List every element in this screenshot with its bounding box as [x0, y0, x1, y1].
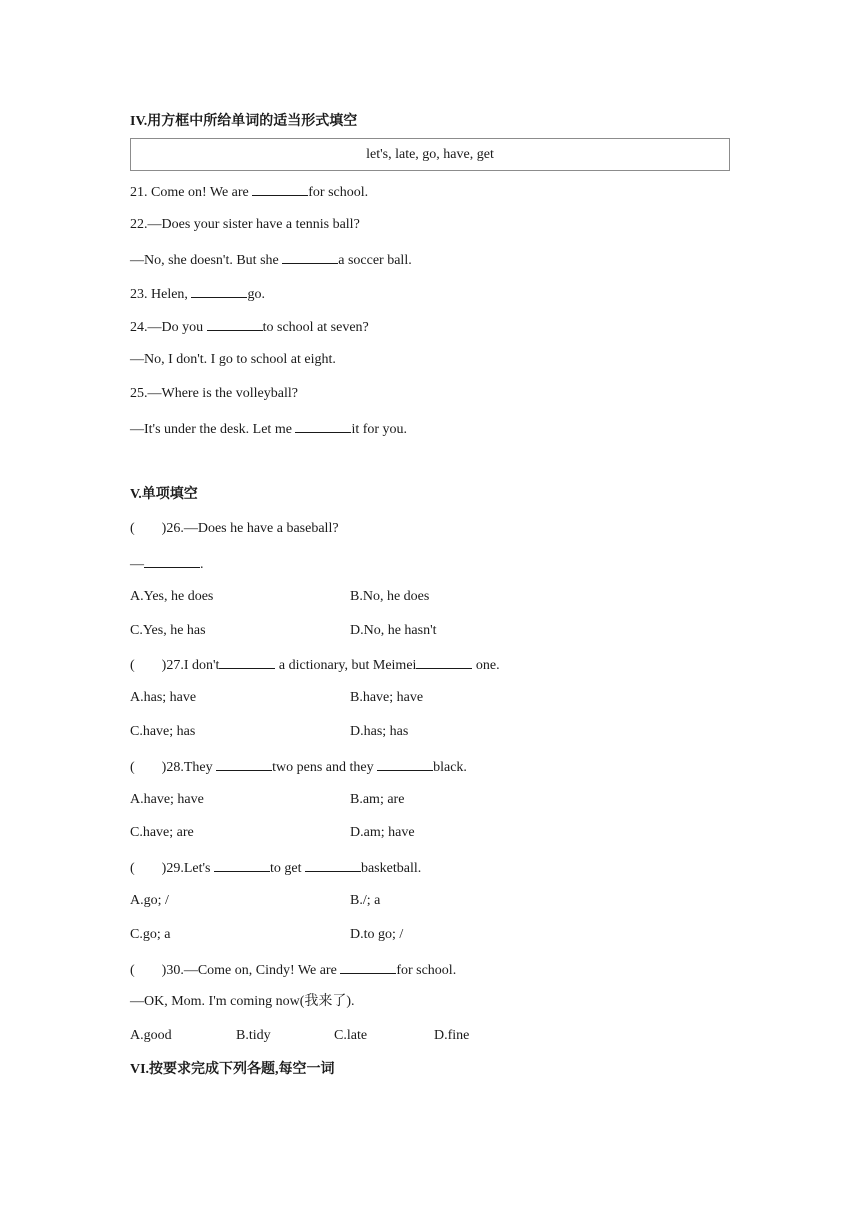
option-a[interactable]: A.good	[130, 1028, 172, 1043]
section-iv-heading: IV.用方框中所给单词的适当形式填空	[130, 114, 358, 129]
option-c[interactable]: C.Yes, he has	[130, 623, 206, 638]
answer-blank[interactable]	[416, 655, 472, 669]
answer-blank[interactable]	[252, 182, 308, 196]
section-vi-heading: VI.按要求完成下列各题,每空一词	[130, 1062, 335, 1077]
question-23: 23. Helen, go.	[130, 284, 265, 304]
option-b[interactable]: B.No, he does	[350, 589, 430, 604]
option-d[interactable]: D.am; have	[350, 825, 415, 840]
question-27: ( )27.I don't a dictionary, but Meimei one.	[130, 655, 500, 675]
option-a[interactable]: A.have; have	[130, 792, 204, 807]
option-c[interactable]: C.have; are	[130, 825, 194, 840]
option-a[interactable]: A.has; have	[130, 690, 197, 705]
option-a[interactable]: A.Yes, he does	[130, 589, 214, 604]
option-b[interactable]: B./; a	[350, 893, 381, 908]
answer-blank[interactable]	[214, 858, 270, 872]
answer-blank[interactable]	[191, 284, 247, 298]
option-d[interactable]: D.fine	[434, 1028, 470, 1043]
question-26: ( )26.—Does he have a baseball?	[130, 521, 339, 536]
option-d[interactable]: D.to go; /	[350, 927, 404, 942]
option-c[interactable]: C.have; has	[130, 724, 196, 739]
option-b[interactable]: B.am; are	[350, 792, 405, 807]
option-d[interactable]: D.has; has	[350, 724, 409, 739]
question-25: 25.—Where is the volleyball?	[130, 386, 298, 401]
question-21: 21. Come on! We are for school.	[130, 182, 368, 202]
answer-blank[interactable]	[216, 757, 272, 771]
section-v-heading: V.单项填空	[130, 487, 198, 502]
question-22-answer: —No, she doesn't. But she a soccer ball.	[130, 250, 412, 270]
answer-blank[interactable]	[340, 960, 396, 974]
answer-blank[interactable]	[305, 858, 361, 872]
question-28: ( )28.They two pens and they black.	[130, 757, 467, 777]
question-30: ( )30.—Come on, Cindy! We are for school.	[130, 960, 456, 980]
option-d[interactable]: D.No, he hasn't	[350, 623, 437, 638]
option-b[interactable]: B.have; have	[350, 690, 424, 705]
answer-blank[interactable]	[144, 554, 200, 568]
option-b[interactable]: B.tidy	[236, 1028, 271, 1043]
option-c[interactable]: C.go; a	[130, 927, 171, 942]
answer-blank[interactable]	[377, 757, 433, 771]
question-22: 22.—Does your sister have a tennis ball?	[130, 217, 360, 232]
question-29: ( )29.Let's to get basketball.	[130, 858, 421, 878]
question-30-answer: —OK, Mom. I'm coming now(我来了).	[130, 994, 355, 1009]
answer-blank[interactable]	[282, 250, 338, 264]
question-25-answer: —It's under the desk. Let me it for you.	[130, 419, 407, 439]
word-box-text: let's, late, go, have, get	[366, 146, 494, 162]
answer-blank[interactable]	[219, 655, 275, 669]
word-box	[130, 138, 730, 171]
answer-blank[interactable]	[207, 317, 263, 331]
question-26-answer: — .	[130, 554, 204, 574]
answer-blank[interactable]	[295, 419, 351, 433]
option-a[interactable]: A.go; /	[130, 893, 169, 908]
question-24: 24.—Do you to school at seven?	[130, 317, 369, 337]
option-c[interactable]: C.late	[334, 1028, 368, 1043]
question-24-answer: —No, I don't. I go to school at eight.	[130, 352, 336, 367]
